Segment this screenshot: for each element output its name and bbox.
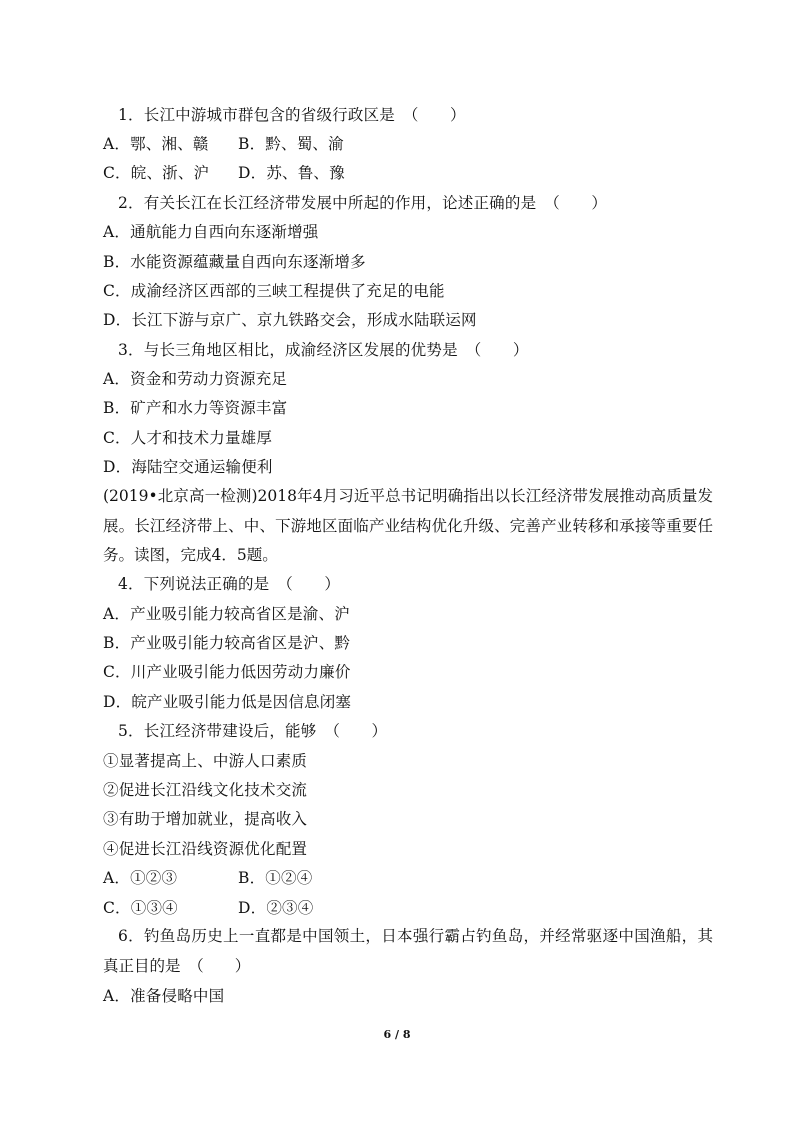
q2-stem: 2．有关长江在长江经济带发展中所起的作用，论述正确的是 （ ） bbox=[118, 194, 608, 212]
q1-option-a: A．鄂、湘、赣 bbox=[103, 135, 209, 153]
q1-option-b: B．黔、蜀、渝 bbox=[238, 135, 344, 153]
q6-option-a: A．准备侵略中国 bbox=[103, 987, 225, 1005]
q3-option-b: B．矿产和水力等资源丰富 bbox=[103, 399, 288, 417]
q5-statement-4: ④促进长江沿线资源优化配置 bbox=[103, 840, 308, 858]
q5-option-d: D．②③④ bbox=[238, 899, 314, 917]
q3-option-d: D．海陆空交通运输便利 bbox=[103, 458, 273, 476]
q4-option-a: A．产业吸引能力较高省区是渝、沪 bbox=[103, 605, 350, 623]
q2-option-a: A．通航能力自西向东逐渐增强 bbox=[103, 223, 319, 241]
q5-statement-1: ①显著提高上、中游人口素质 bbox=[103, 752, 308, 770]
q3-option-c: C．人才和技术力量雄厚 bbox=[103, 429, 273, 447]
q4-option-b: B．产业吸引能力较高省区是沪、黔 bbox=[103, 634, 351, 652]
q5-statement-2: ②促进长江沿线文化技术交流 bbox=[103, 781, 308, 799]
q4-option-d: D．皖产业吸引能力低是因信息闭塞 bbox=[103, 693, 352, 711]
intro-paragraph: (2019•北京高一检测)2018年4月习近平总书记明确指出以长江经济带发展推动高质量发展。长江经济带上、中、下游地区面临产业结构优化升级、完善产业转移和承接等重要任务。读图，完成4．5题。 bbox=[103, 487, 713, 564]
q3-option-a: A．资金和劳动力资源充足 bbox=[103, 370, 288, 388]
q1-stem: 1．长江中游城市群包含的省级行政区是 （ ） bbox=[118, 106, 466, 124]
q1-option-c: C．皖、浙、沪 bbox=[103, 164, 210, 182]
q5-option-b: B．①②④ bbox=[238, 869, 313, 887]
page-number: 6 / 8 bbox=[383, 1028, 411, 1041]
q5-option-c: C．①③④ bbox=[103, 899, 178, 917]
q5-statement-3: ③有助于增加就业，提高收入 bbox=[103, 810, 308, 828]
q5-stem: 5．长江经济带建设后，能够 （ ） bbox=[118, 722, 388, 740]
q1-option-d: D．苏、鲁、豫 bbox=[238, 164, 345, 182]
q2-option-b: B．水能资源蕴藏量自西向东逐渐增多 bbox=[103, 253, 366, 271]
q3-stem: 3．与长三角地区相比，成渝经济区发展的优势是 （ ） bbox=[118, 341, 529, 359]
q5-option-a: A．①②③ bbox=[103, 869, 178, 887]
q6-stem: 6．钓鱼岛历史上一直都是中国领土，日本强行霸占钓鱼岛，并经常驱逐中国渔船，其真正目的是 （ ） bbox=[103, 927, 713, 975]
q2-option-d: D．长江下游与京广、京九铁路交会，形成水陆联运网 bbox=[103, 311, 477, 329]
q2-option-c: C．成渝经济区西部的三峡工程提供了充足的电能 bbox=[103, 282, 445, 300]
q4-option-c: C．川产业吸引能力低因劳动力廉价 bbox=[103, 663, 351, 681]
q4-stem: 4．下列说法正确的是 （ ） bbox=[118, 575, 341, 593]
